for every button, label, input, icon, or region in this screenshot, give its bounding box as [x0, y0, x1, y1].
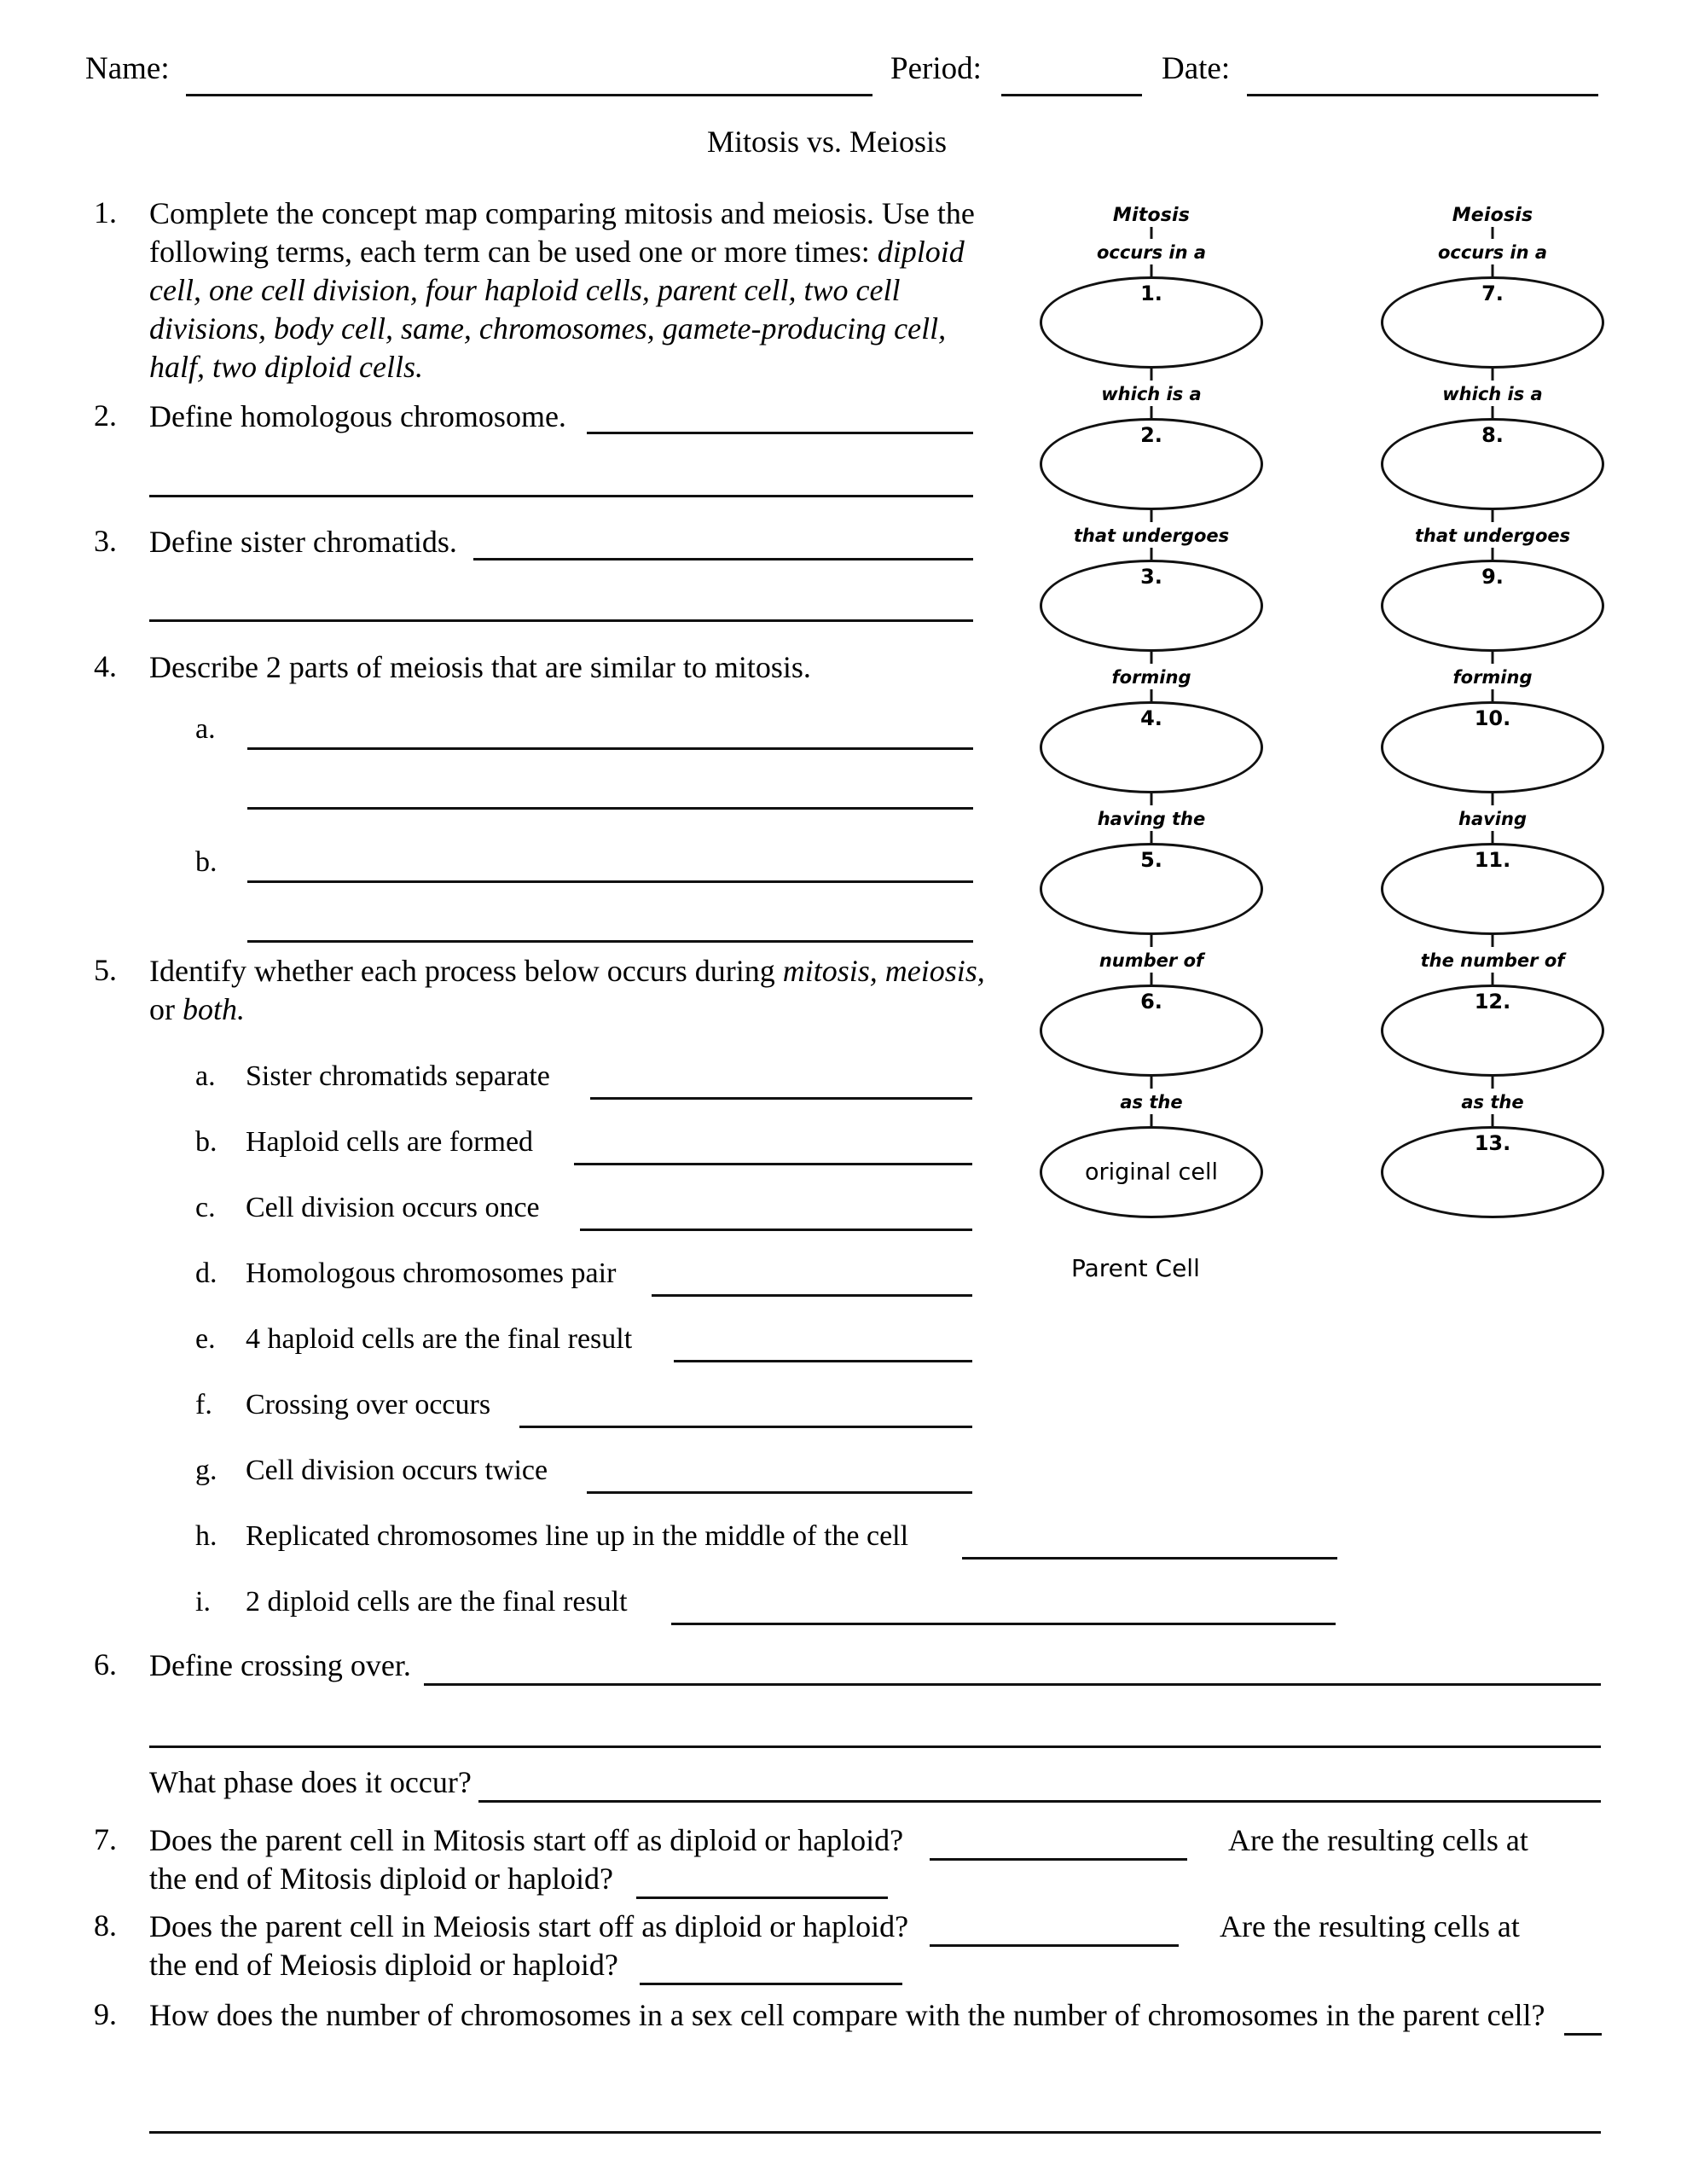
- question-5-item-c-letter: c.: [195, 1192, 216, 1223]
- question-7-line-1b: Are the resulting cells at: [1228, 1823, 1528, 1857]
- connector-tick: [1151, 973, 1153, 985]
- concept-map-oval-1[interactable]: [1040, 276, 1263, 369]
- question-5-item-h-text: Replicated chromosomes line up in the middle of the cell: [246, 1520, 909, 1552]
- question-5-item-c-text: Cell division occurs once: [246, 1192, 540, 1223]
- question-5-item-d-letter: d.: [195, 1258, 217, 1289]
- concept-map-meiosis-link-2: which is a: [1442, 384, 1543, 404]
- connector-tick: [1492, 935, 1494, 947]
- question-6-blank-line-2[interactable]: [149, 1745, 1601, 1748]
- question-5-item-a-text: Sister chromatids separate: [246, 1060, 550, 1092]
- question-5-item-g-letter: g.: [195, 1455, 217, 1486]
- connector-tick: [1492, 1077, 1494, 1089]
- question-5-intro-italic-2: both.: [183, 992, 246, 1026]
- question-5-item-i-text: 2 diploid cells are the final result: [246, 1586, 628, 1618]
- question-5-item-f-letter: f.: [195, 1389, 212, 1420]
- question-4-number: 4.: [94, 649, 117, 683]
- concept-map-mitosis-link-2: which is a: [1101, 384, 1202, 404]
- question-5-item-g-text: Cell division occurs twice: [246, 1455, 548, 1486]
- question-8-blank-2[interactable]: [640, 1983, 902, 1985]
- connector-tick: [1492, 689, 1494, 701]
- question-7-line-1a: Does the parent cell in Mitosis start off as diploid or haploid?: [149, 1823, 904, 1857]
- concept-map-meiosis-link-6: the number of: [1420, 950, 1565, 971]
- connector-tick: [1492, 1114, 1494, 1126]
- concept-map-oval-4[interactable]: [1040, 701, 1263, 793]
- concept-map-meiosis-link-4: forming: [1452, 667, 1533, 688]
- question-3-text: Define sister chromatids.: [149, 525, 457, 559]
- question-4-item-a-blank-line-2[interactable]: [247, 807, 973, 810]
- question-8-blank-1[interactable]: [930, 1944, 1179, 1947]
- question-1-line-2-plain: following terms, each term can be used one or more times:: [149, 235, 878, 269]
- concept-map-oval-2[interactable]: [1040, 418, 1263, 510]
- question-5-item-b-blank[interactable]: [574, 1163, 972, 1165]
- connector-tick: [1151, 264, 1153, 276]
- concept-map-meiosis-link-5: having: [1458, 809, 1527, 829]
- question-9-text: How does the number of chromosomes in a sex cell compare with the number of chromosomes in the parent cell?: [149, 1998, 1545, 2032]
- concept-map-oval-7[interactable]: [1381, 276, 1604, 369]
- concept-map-column-mitosis: [981, 205, 1322, 1382]
- connector-tick: [1492, 793, 1494, 805]
- question-3-blank-line-1[interactable]: [473, 558, 973, 561]
- question-1-line-2: [149, 233, 1002, 271]
- question-6-blank-line-1[interactable]: [424, 1683, 1601, 1686]
- concept-map-oval-2-number: 2.: [1140, 423, 1162, 447]
- connector-tick: [1492, 264, 1494, 276]
- question-5-item-i-blank[interactable]: [671, 1623, 1336, 1625]
- question-1-line-1: Complete the concept map comparing mitosis and meiosis. Use the: [149, 196, 975, 230]
- concept-map-oval-9-number: 9.: [1481, 565, 1504, 589]
- concept-map-oval-1-number: 1.: [1140, 282, 1162, 305]
- parent-cell-label: Parent Cell: [1071, 1254, 1200, 1282]
- question-1-body: [149, 195, 1002, 386]
- name-blank[interactable]: [186, 94, 872, 96]
- period-label: Period:: [890, 51, 982, 86]
- question-5-item-d-blank[interactable]: [652, 1294, 972, 1297]
- question-5-item-c-blank[interactable]: [580, 1228, 972, 1231]
- concept-map-oval-12[interactable]: [1381, 985, 1604, 1077]
- concept-map-oval-13-number: 13.: [1474, 1131, 1511, 1155]
- question-5-intro-line-1: [149, 952, 985, 990]
- connector-tick: [1492, 652, 1494, 664]
- concept-map-oval-10-number: 10.: [1474, 706, 1511, 730]
- connector-tick: [1151, 935, 1153, 947]
- question-7-number: 7.: [94, 1822, 117, 1856]
- concept-map-oval-6-number: 6.: [1140, 990, 1162, 1014]
- question-4-item-a-letter: a.: [195, 713, 216, 745]
- question-1-line-2-italic: diploid: [877, 235, 965, 269]
- concept-map-meiosis-link-7: as the: [1461, 1092, 1524, 1112]
- concept-map-oval-5[interactable]: [1040, 843, 1263, 935]
- question-5-item-g-blank[interactable]: [587, 1491, 972, 1494]
- concept-map-oval-8-number: 8.: [1481, 423, 1504, 447]
- question-2-blank-line-1[interactable]: [587, 432, 973, 434]
- connector-tick: [1151, 793, 1153, 805]
- concept-map-oval-original-cell[interactable]: [1040, 1126, 1263, 1218]
- question-7-blank-1[interactable]: [930, 1858, 1187, 1861]
- question-5-intro-plain: Identify whether each process below occurs during: [149, 954, 783, 988]
- question-8-line-2: the end of Meiosis diploid or haploid?: [149, 1948, 618, 1982]
- question-4-text: Describe 2 parts of meiosis that are similar to mitosis.: [149, 650, 811, 684]
- question-5-number: 5.: [94, 953, 117, 987]
- question-3-blank-line-2[interactable]: [149, 619, 973, 622]
- question-5-item-h-letter: h.: [195, 1520, 217, 1552]
- connector-tick: [1492, 831, 1494, 843]
- question-5-intro-italic: mitosis, meiosis,: [782, 954, 985, 988]
- question-6-text: Define crossing over.: [149, 1648, 411, 1682]
- concept-map-oval-10[interactable]: [1381, 701, 1604, 793]
- concept-map-mitosis-link-4: forming: [1111, 667, 1191, 688]
- question-9-blank-line-2[interactable]: [149, 2131, 1601, 2134]
- concept-map-oval-7-number: 7.: [1481, 282, 1504, 305]
- connector-tick: [1492, 369, 1494, 380]
- question-4-item-a-blank-line-1[interactable]: [247, 747, 973, 750]
- question-5-intro-plain-2: or: [149, 992, 183, 1026]
- connector-tick: [1151, 548, 1153, 560]
- concept-map-diagram: [981, 205, 1687, 1382]
- concept-map-oval-13[interactable]: [1381, 1126, 1604, 1218]
- question-6-number: 6.: [94, 1647, 117, 1682]
- connector-tick: [1151, 689, 1153, 701]
- question-9-blank-inline[interactable]: [1564, 2033, 1602, 2036]
- concept-map-oval-3[interactable]: [1040, 560, 1263, 652]
- connector-tick: [1151, 1114, 1153, 1126]
- connector-tick: [1492, 973, 1494, 985]
- question-2-text: Define homologous chromosome.: [149, 399, 566, 433]
- concept-map-mitosis-link-3: that undergoes: [1073, 526, 1230, 546]
- concept-map-mitosis-link-7: as the: [1120, 1092, 1183, 1112]
- connector-tick: [1151, 652, 1153, 664]
- connector-tick: [1151, 831, 1153, 843]
- date-label: Date:: [1162, 51, 1231, 86]
- concept-map-oval-4-number: 4.: [1140, 706, 1162, 730]
- concept-map-oval-6[interactable]: [1040, 985, 1263, 1077]
- question-1-line-4: divisions, body cell, same, chromosomes, gamete-producing cell,: [149, 311, 947, 346]
- question-8-number: 8.: [94, 1908, 117, 1943]
- period-blank[interactable]: [1001, 94, 1142, 96]
- connector-tick: [1151, 406, 1153, 418]
- question-4-item-b-blank-line-1[interactable]: [247, 880, 973, 883]
- concept-map-meiosis-link-1: occurs in a: [1437, 242, 1548, 263]
- date-blank[interactable]: [1247, 94, 1598, 96]
- question-5-intro-line-2: [149, 990, 985, 1029]
- question-5-item-f-text: Crossing over occurs: [246, 1389, 491, 1420]
- question-1-line-5: half, two diploid cells.: [149, 350, 423, 384]
- concept-map-oval-5-number: 5.: [1140, 848, 1162, 872]
- question-7-blank-2[interactable]: [636, 1896, 888, 1899]
- question-5-item-e-letter: e.: [195, 1323, 216, 1355]
- question-8-line-1b: Are the resulting cells at: [1220, 1909, 1520, 1943]
- connector-tick: [1151, 510, 1153, 522]
- concept-map-oval-12-number: 12.: [1474, 990, 1511, 1014]
- connector-tick: [1151, 227, 1153, 239]
- question-3-number: 3.: [94, 524, 117, 558]
- question-6-followup-blank[interactable]: [478, 1800, 1601, 1803]
- concept-map-oval-original-cell-label: original cell: [1085, 1159, 1218, 1186]
- connector-tick: [1151, 369, 1153, 380]
- question-2-number: 2.: [94, 398, 117, 433]
- concept-map-mitosis-link-5: having the: [1097, 809, 1206, 829]
- concept-map-meiosis-link-3: that undergoes: [1414, 526, 1571, 546]
- question-5-item-b-letter: b.: [195, 1126, 217, 1158]
- concept-map-oval-11[interactable]: [1381, 843, 1604, 935]
- question-5-item-i-letter: i.: [195, 1586, 211, 1618]
- connector-tick: [1151, 1077, 1153, 1089]
- question-5-item-e-text: 4 haploid cells are the final result: [246, 1323, 633, 1355]
- concept-map-oval-3-number: 3.: [1140, 565, 1162, 589]
- question-7-line-2: the end of Mitosis diploid or haploid?: [149, 1862, 613, 1896]
- question-4-item-b-letter: b.: [195, 846, 217, 878]
- concept-map-column-meiosis: [1322, 205, 1663, 1382]
- question-8-line-1a: Does the parent cell in Meiosis start off as diploid or haploid?: [149, 1909, 909, 1943]
- concept-map-oval-9[interactable]: [1381, 560, 1604, 652]
- question-1-line-3: cell, one cell division, four haploid cells, parent cell, two cell: [149, 273, 901, 307]
- question-5-item-b-text: Haploid cells are formed: [246, 1126, 534, 1158]
- connector-tick: [1492, 510, 1494, 522]
- concept-map-oval-8[interactable]: [1381, 418, 1604, 510]
- question-9-number: 9.: [94, 1997, 117, 2031]
- question-1-number: 1.: [94, 195, 117, 229]
- question-5-item-d-text: Homologous chromosomes pair: [246, 1258, 617, 1289]
- question-5-item-e-blank[interactable]: [674, 1360, 972, 1362]
- connector-tick: [1492, 406, 1494, 418]
- concept-map-mitosis-link-6: number of: [1099, 950, 1204, 971]
- concept-map-meiosis-heading: Meiosis: [1452, 205, 1533, 226]
- question-5-item-f-blank[interactable]: [519, 1426, 972, 1428]
- question-4-item-b-blank-line-2[interactable]: [247, 940, 973, 943]
- concept-map-mitosis-link-1: occurs in a: [1096, 242, 1207, 263]
- question-5-item-h-blank[interactable]: [962, 1557, 1337, 1560]
- concept-map-oval-11-number: 11.: [1474, 848, 1511, 872]
- page-title: Mitosis vs. Meiosis: [707, 125, 948, 159]
- connector-tick: [1492, 227, 1494, 239]
- question-2-blank-line-2[interactable]: [149, 495, 973, 497]
- name-label: Name:: [85, 51, 170, 86]
- connector-tick: [1492, 548, 1494, 560]
- question-6-followup-text: What phase does it occur?: [149, 1765, 472, 1799]
- question-5-intro: [149, 952, 985, 1029]
- question-5-item-a-blank[interactable]: [590, 1097, 972, 1100]
- question-5-item-a-letter: a.: [195, 1060, 216, 1092]
- concept-map-mitosis-heading: Mitosis: [1112, 205, 1191, 226]
